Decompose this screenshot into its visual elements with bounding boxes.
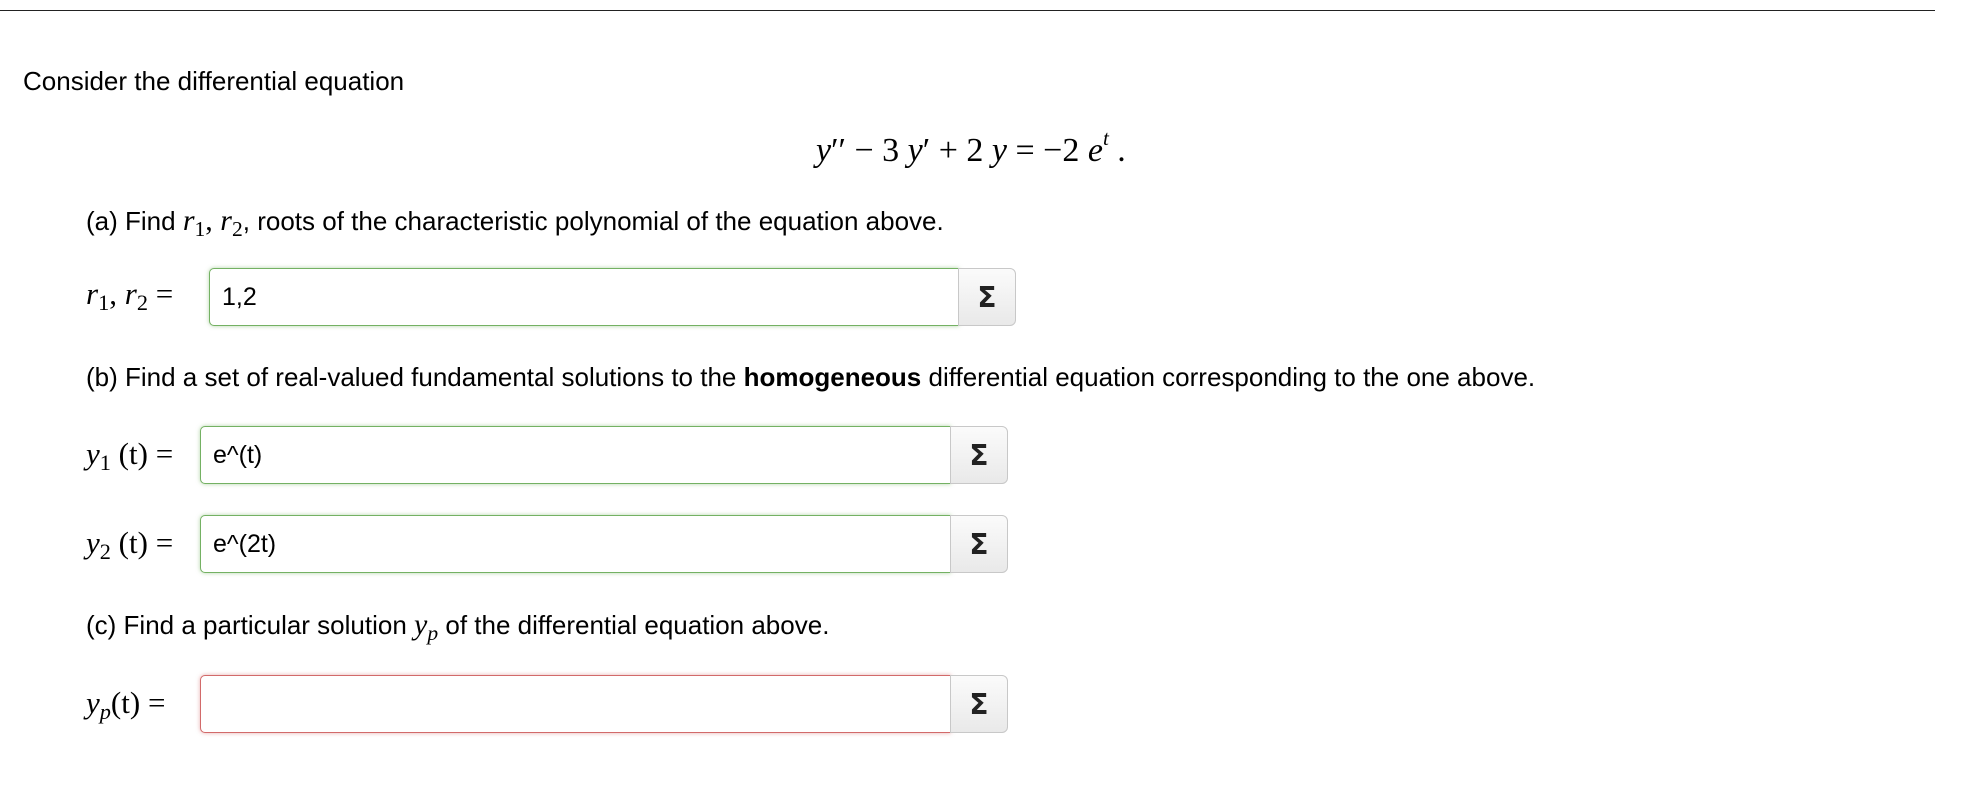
r1-r2-answer-group [209, 268, 1016, 326]
y2-input[interactable] [200, 515, 951, 573]
y1-label: $y_1$ (t) = [86, 436, 174, 476]
intro-text: Consider the differential equation [23, 66, 405, 96]
part-a-question: (a) Find $r_1$, $r_2$, roots of the characteristic polynomial of the equation above. [86, 204, 944, 242]
r1-r2-input[interactable] [209, 268, 959, 326]
yp-input[interactable] [200, 675, 951, 733]
sigma-icon[interactable]: Σ [950, 515, 1008, 573]
sigma-icon[interactable]: Σ [950, 426, 1008, 484]
differential-equation: y′′ − 3 y′ + 2 y = −2 $e^t$ . [816, 126, 1126, 169]
sigma-icon[interactable]: Σ [958, 268, 1016, 326]
part-c-question: (c) Find a particular solution $y_p$ of the differential equation above. [86, 608, 830, 646]
y1-answer-group [200, 426, 1008, 484]
y2-answer-group [200, 515, 1008, 573]
part-b-question: (b) Find a set of real-valued fundamental solutions to the homogeneous differential equation corresponding to the one above. [86, 362, 1536, 392]
top-divider [0, 10, 1935, 11]
y2-label: $y_2$ (t) = [86, 525, 174, 565]
sigma-icon[interactable]: Σ [950, 675, 1008, 733]
y1-input[interactable] [200, 426, 951, 484]
yp-label: $y_p(t)$ = [86, 685, 166, 725]
r1-r2-label: $r_1$, $r_2$ = [86, 276, 174, 316]
yp-answer-group [200, 675, 1008, 733]
